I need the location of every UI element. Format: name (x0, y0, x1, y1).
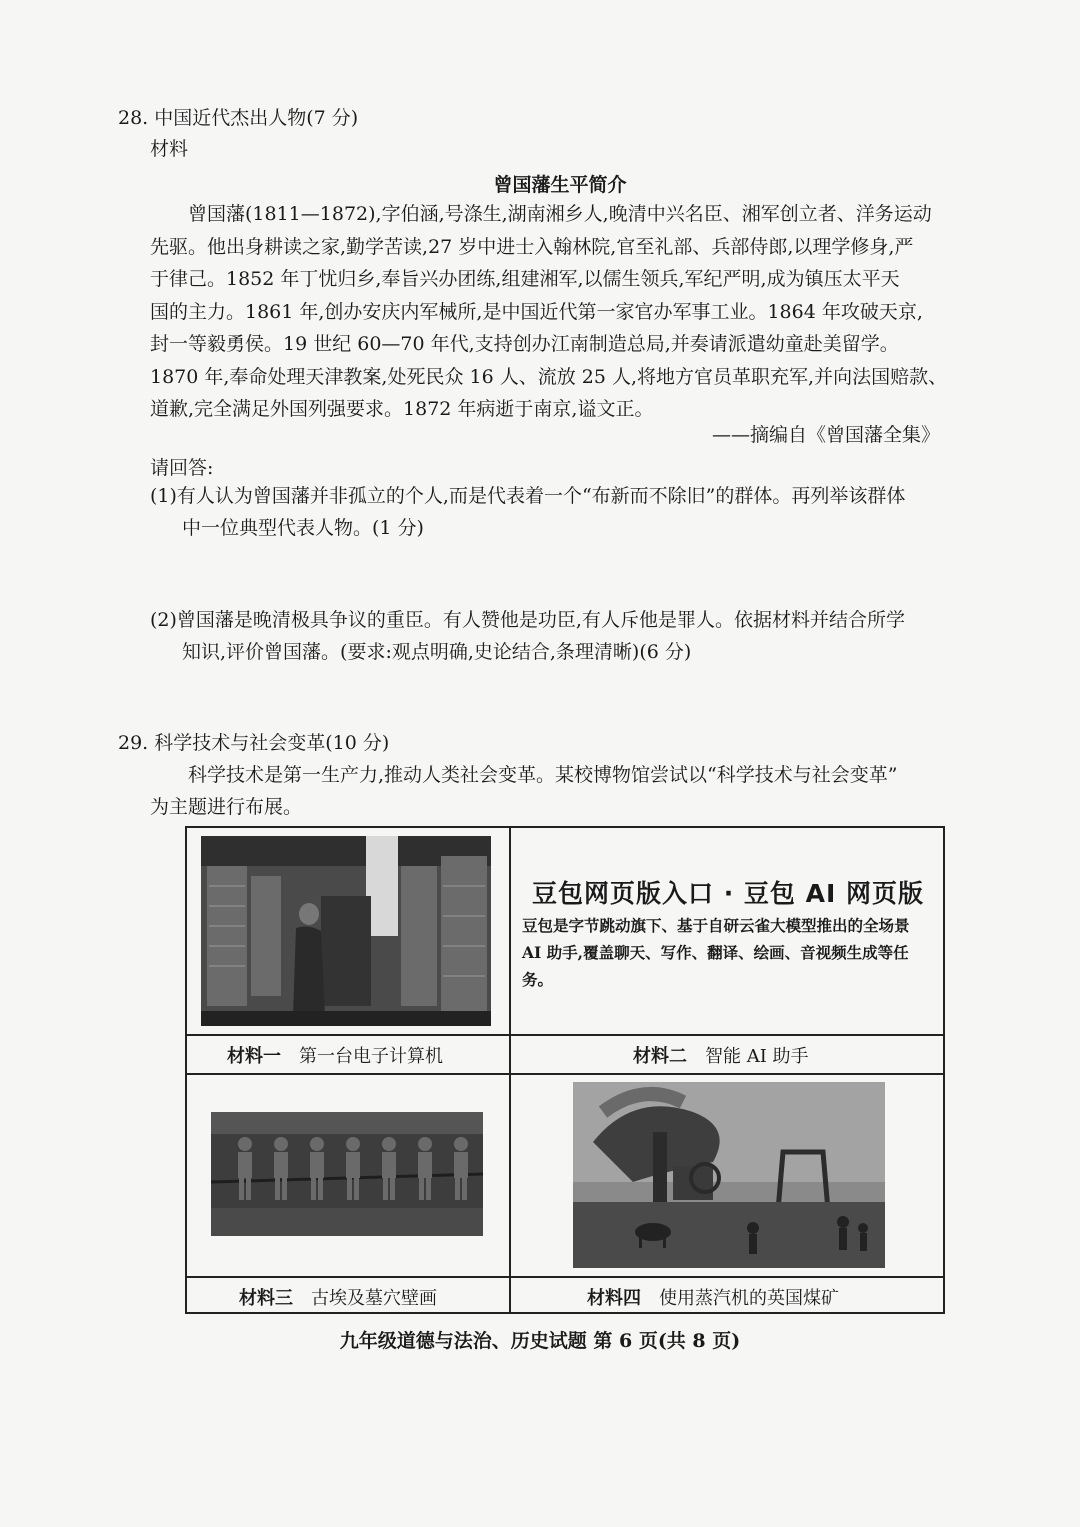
ai-card-title: 豆包网页版入口 · 豆包 AI 网页版 (532, 879, 924, 908)
caption-material-3 (239, 1284, 437, 1310)
materials-table (185, 826, 945, 1314)
table-divider (187, 1276, 943, 1278)
ai-card-description: 豆包是字节跳动旗下、基于自研云雀大模型推出的全场景 AI 助手,覆盖聊天、写作、翻译、绘画、音视频生成等任务。 (522, 916, 910, 989)
caption-label: 材料一 (227, 1046, 281, 1067)
q28-title: 28. 中国近代杰出人物(7 分) (118, 107, 359, 129)
coal-mine-painting (573, 1082, 885, 1268)
caption-text: 古埃及墓穴壁画 (311, 1288, 437, 1309)
bio-line: 国的主力。1861 年,创办安庆内军械所,是中国近代第一家官办军事工业。1864 年攻破天京, (150, 300, 923, 323)
table-divider (509, 828, 511, 1312)
bio-title: 曾国藩生平简介 (493, 174, 627, 196)
q29-intro-line1: 科学技术是第一生产力,推动人类社会变革。某校博物馆尝试以“科学技术与社会变革” (188, 764, 898, 786)
eniac-photo (201, 836, 491, 1026)
bio-line: 封一等毅勇侯。19 世纪 60—70 年代,支持创办江南制造总局,并奏请派遣幼童赴美留学。 (150, 333, 899, 355)
caption-material-2 (633, 1042, 809, 1068)
caption-label: 材料四 (587, 1288, 641, 1309)
q28-prompt: 请回答: (150, 457, 214, 479)
bio-line: 1870 年,奉命处理天津教案,处死民众 16 人、流放 25 人,将地方官员革职充军,并向法国赔款、 (150, 365, 948, 388)
caption-text: 使用蒸汽机的英国煤矿 (659, 1288, 839, 1309)
bio-line: 先驱。他出身耕读之家,勤学苦读,27 岁中进士入翰林院,官至礼部、兵部侍郎,以理学修身,严 (150, 235, 914, 258)
q28-sub1 (150, 480, 972, 544)
q29-intro-line2: 为主题进行布展。 (150, 796, 303, 818)
q28-sub2-line2: 知识,评价曾国藩。(要求:观点明确,史论结合,条理清晰)(6 分) (182, 641, 692, 663)
caption-text: 第一台电子计算机 (299, 1046, 443, 1067)
bio-line: 道歉,完全满足外国列强要求。1872 年病逝于南京,谥文正。 (150, 398, 654, 420)
caption-text: 智能 AI 助手 (705, 1046, 809, 1067)
bio-source: ——摘编自《曾国藩全集》 (711, 424, 940, 446)
q28-sub1-line2: 中一位典型代表人物。(1 分) (182, 517, 424, 539)
q28-sub2 (150, 604, 972, 668)
caption-material-4 (587, 1284, 839, 1310)
q28-material-label: 材料 (150, 138, 189, 160)
egyptian-mural-photo (211, 1112, 483, 1236)
caption-label: 材料三 (239, 1288, 293, 1309)
q29-title: 29. 科学技术与社会变革(10 分) (118, 732, 390, 754)
q28-sub2-line1: (2)曾国藩是晚清极具争议的重臣。有人赞他是功臣,有人斥他是罪人。依据材料并结合所学 (150, 609, 905, 631)
table-divider (187, 1073, 943, 1075)
bio-line: 曾国藩(1811—1872),字伯涵,号涤生,湖南湘乡人,晚清中兴名臣、湘军创立者、洋务运动 (188, 203, 932, 225)
q28-sub1-line1: (1)有人认为曾国藩并非孤立的个人,而是代表着一个“布新而不除旧”的群体。再列举该群体 (150, 485, 906, 507)
bio-line: 于律己。1852 年丁忧归乡,奉旨兴办团练,组建湘军,以儒生领兵,军纪严明,成为镇压太平天 (150, 268, 900, 290)
page-footer: 九年级道德与法治、历史试题 第 6 页(共 8 页) (339, 1330, 741, 1352)
bio-paragraph (150, 198, 972, 426)
caption-material-1 (227, 1042, 443, 1068)
table-divider (187, 1034, 943, 1036)
caption-label: 材料二 (633, 1046, 687, 1067)
